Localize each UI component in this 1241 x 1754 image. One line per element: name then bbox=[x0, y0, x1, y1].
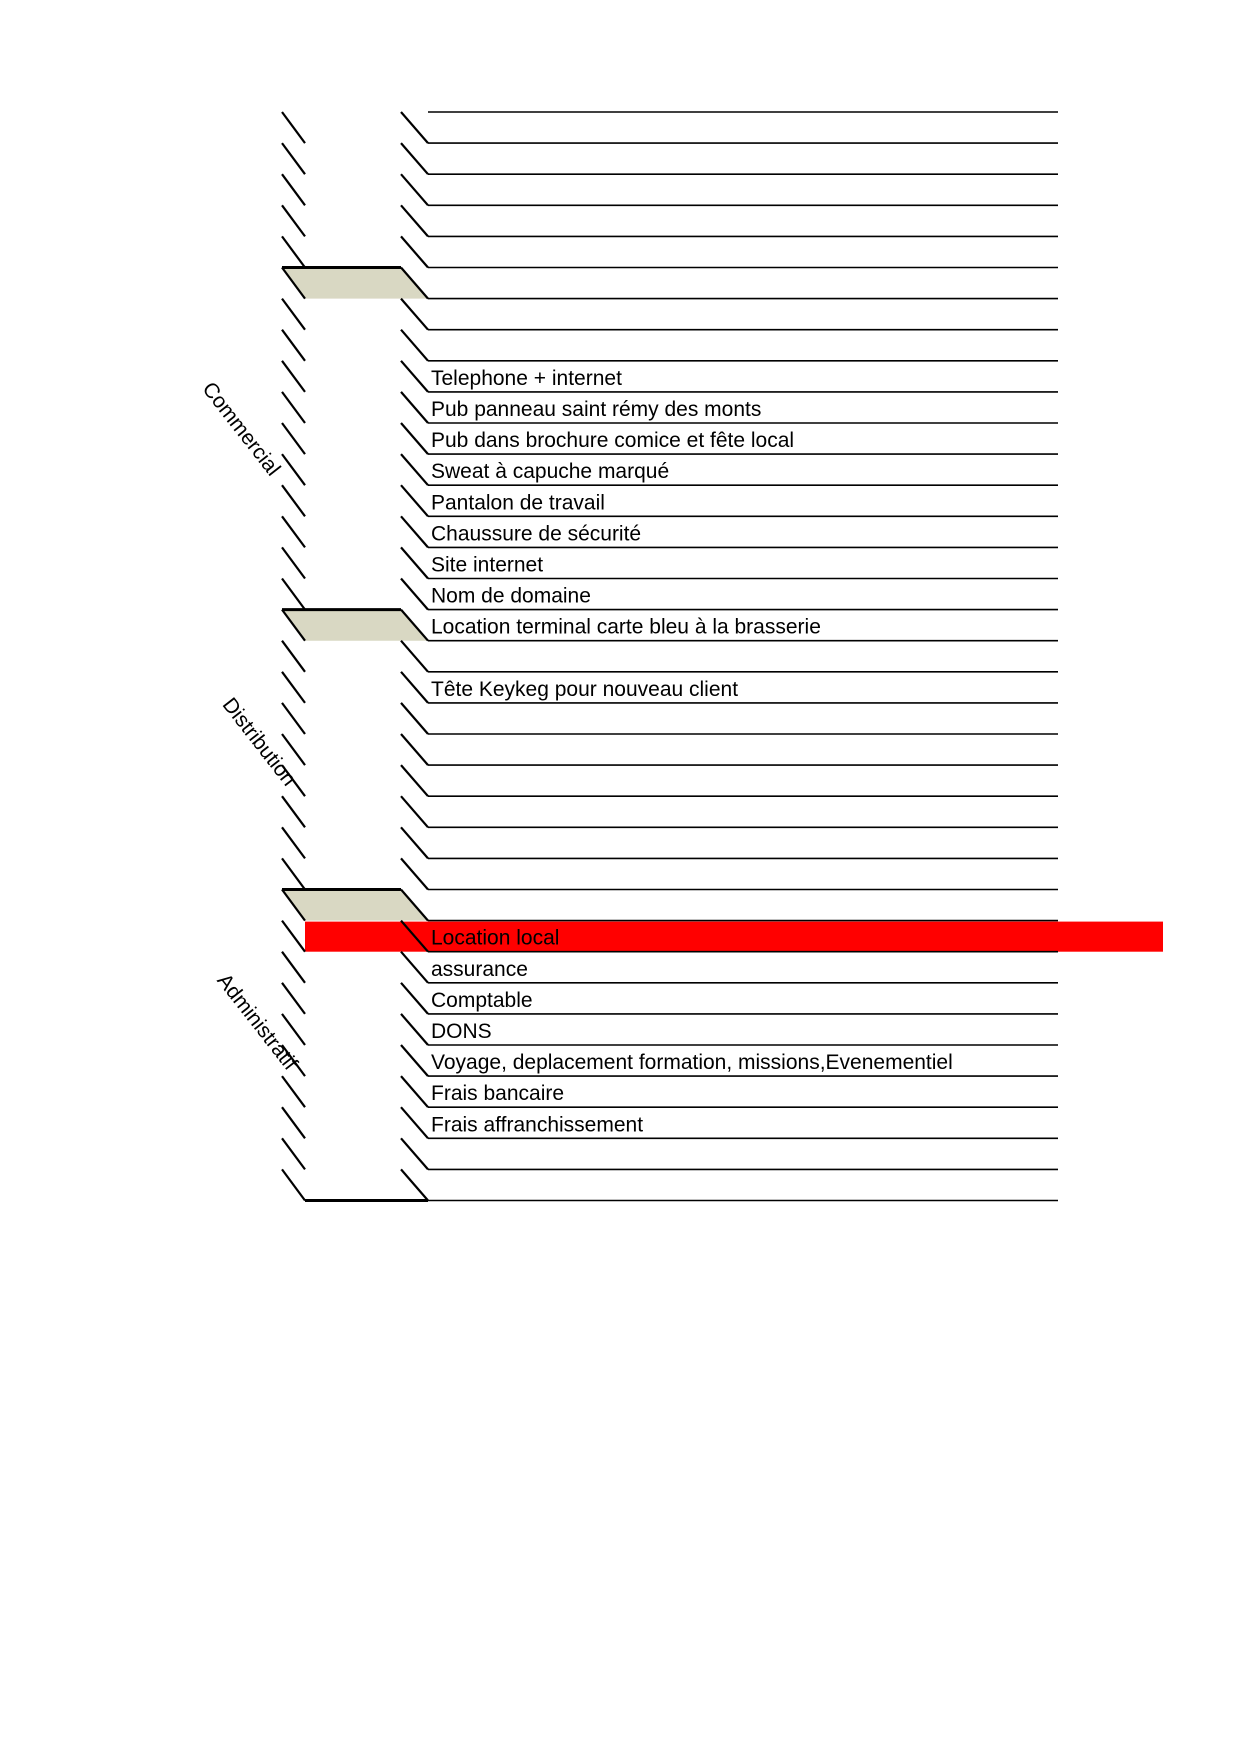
left-column-slash bbox=[282, 423, 305, 454]
middle-column-slash bbox=[401, 174, 428, 205]
left-column-slash bbox=[282, 112, 305, 143]
left-column-slash bbox=[282, 641, 305, 672]
middle-column-slash bbox=[401, 734, 428, 765]
left-column-slash bbox=[282, 485, 305, 516]
middle-column-slash bbox=[401, 1076, 428, 1107]
section-label: Commercial bbox=[197, 377, 285, 481]
expense-item-label: Telephone + internet bbox=[431, 366, 622, 390]
left-column-slash bbox=[282, 361, 305, 392]
middle-column-slash bbox=[401, 1169, 428, 1200]
left-column-slash bbox=[282, 672, 305, 703]
middle-column-slash bbox=[401, 858, 428, 889]
row-labels bbox=[431, 367, 953, 1136]
left-column-slash bbox=[282, 703, 305, 734]
expense-item-label: Comptable bbox=[431, 988, 533, 1012]
middle-column-slash bbox=[401, 205, 428, 236]
left-column-slash bbox=[282, 454, 305, 485]
middle-column-slash bbox=[401, 827, 428, 858]
left-column-slash bbox=[282, 236, 305, 267]
expense-item-label: Pub panneau saint rémy des monts bbox=[431, 398, 762, 421]
expense-item-label: Frais bancaire bbox=[431, 1082, 565, 1106]
middle-column-slash bbox=[401, 579, 428, 610]
left-column-slash bbox=[282, 205, 305, 236]
expense-item-label: Pub dans brochure comice et fête local bbox=[431, 429, 795, 453]
expense-item-label: Location terminal carte bleu à la brasserie bbox=[431, 615, 821, 639]
left-column-slash bbox=[282, 1169, 305, 1200]
left-column-slash bbox=[282, 1076, 305, 1107]
expense-item-label: assurance bbox=[431, 957, 528, 981]
section-labels bbox=[198, 378, 302, 1075]
section-label: Administratif bbox=[212, 969, 302, 1075]
left-column-slash bbox=[282, 547, 305, 578]
left-column-slash bbox=[282, 516, 305, 547]
middle-column-slash bbox=[401, 1045, 428, 1076]
left-column-slash bbox=[282, 1107, 305, 1138]
middle-column-slash bbox=[401, 765, 428, 796]
middle-column-slash bbox=[401, 454, 428, 485]
left-column-slash bbox=[282, 330, 305, 361]
middle-column-slash bbox=[401, 485, 428, 516]
expense-item-label: Sweat à capuche marqué bbox=[431, 460, 670, 484]
left-column-slash bbox=[282, 143, 305, 174]
expense-item-label: DONS bbox=[431, 1020, 492, 1043]
middle-column-slash bbox=[401, 703, 428, 734]
middle-column-slash bbox=[401, 796, 428, 827]
left-column-slash bbox=[282, 174, 305, 205]
section-label: Distribution bbox=[217, 693, 301, 791]
middle-column-slash bbox=[401, 361, 428, 392]
left-column-slash bbox=[282, 983, 305, 1014]
middle-column-slash bbox=[401, 983, 428, 1014]
expense-item-label: Nom de domaine bbox=[431, 584, 591, 608]
left-column-slash bbox=[282, 796, 305, 827]
left-column-slash bbox=[282, 299, 305, 330]
expense-item-label: Site internet bbox=[431, 553, 544, 577]
expense-item-label: Chaussure de sécurité bbox=[431, 522, 642, 546]
middle-column-slash bbox=[401, 547, 428, 578]
middle-column-slash bbox=[401, 143, 428, 174]
middle-column-slash bbox=[401, 236, 428, 267]
middle-column-slash bbox=[401, 641, 428, 672]
middle-column-slash bbox=[401, 672, 428, 703]
left-column-slash bbox=[282, 827, 305, 858]
expense-item-label: Frais affranchissement bbox=[431, 1113, 644, 1137]
middle-column-slash bbox=[401, 112, 428, 143]
middle-column-slash bbox=[401, 1138, 428, 1169]
left-column-slash bbox=[282, 858, 305, 889]
middle-column-slash bbox=[401, 952, 428, 983]
middle-column-slash bbox=[401, 1107, 428, 1138]
left-column-slash bbox=[282, 921, 305, 952]
middle-column-slash bbox=[401, 392, 428, 423]
middle-column-slash bbox=[401, 1014, 428, 1045]
left-column-slash bbox=[282, 579, 305, 610]
expense-item-label: Location local bbox=[431, 926, 560, 950]
middle-column-slash bbox=[401, 299, 428, 330]
middle-column-slash bbox=[401, 423, 428, 454]
middle-column-slash bbox=[401, 330, 428, 361]
expense-item-label: Voyage, deplacement formation, missions,Evenementiel bbox=[431, 1051, 953, 1075]
expense-item-label: Pantalon de travail bbox=[431, 491, 605, 515]
left-column-slash bbox=[282, 1138, 305, 1169]
expense-item-label: Tête Keykeg pour nouveau client bbox=[431, 677, 739, 701]
middle-column-slash bbox=[401, 516, 428, 547]
left-column-slash bbox=[282, 952, 305, 983]
left-column-slash bbox=[282, 392, 305, 423]
